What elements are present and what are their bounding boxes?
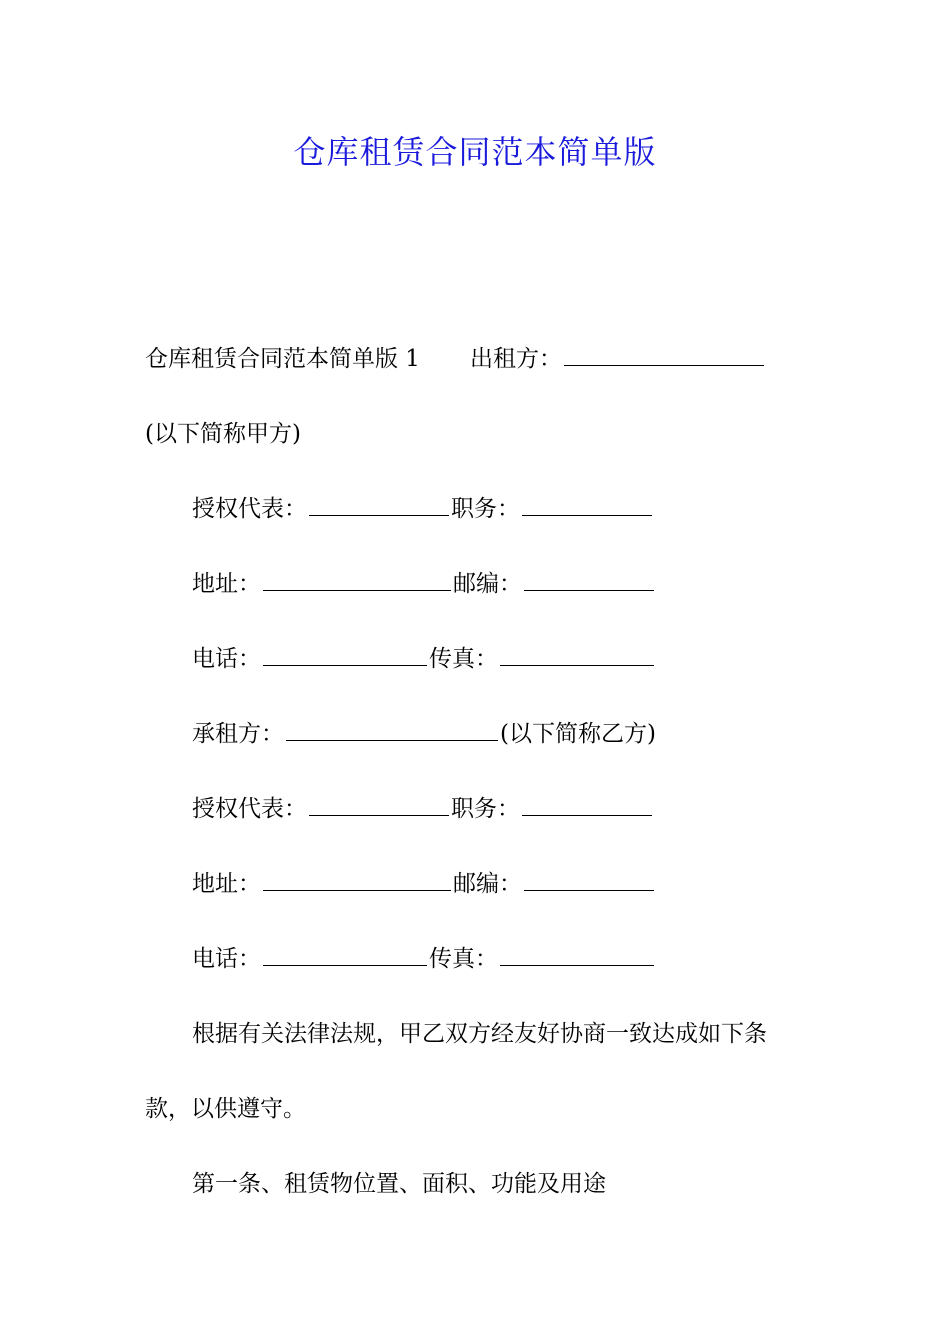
contract-heading: 仓库租赁合同范本简单版 1 <box>145 346 420 372</box>
lessee-phone-line <box>192 942 656 976</box>
heading-line <box>145 342 766 376</box>
lessee-fax-label: 传真： <box>429 946 498 972</box>
lessee-phone-label: 电话： <box>192 946 261 972</box>
article-1-heading: 第一条、租赁物位置、面积、功能及用途 <box>192 1171 606 1197</box>
lessor-phone-label: 电话： <box>192 646 261 672</box>
lessee-phone-blank <box>263 943 427 966</box>
lessor-phone-line <box>192 642 656 676</box>
lessor-zip-label: 邮编： <box>453 571 522 597</box>
lessee-name-blank <box>286 718 498 741</box>
lessor-address-line <box>192 567 656 601</box>
lessee-address-line <box>192 867 656 901</box>
document-title: 仓库租赁合同范本简单版 <box>293 133 657 171</box>
lessor-phone-blank <box>263 643 427 666</box>
lessee-address-blank <box>263 868 451 891</box>
lessee-position-label: 职务： <box>451 796 520 822</box>
lessor-rep-line <box>192 492 654 526</box>
lessee-line <box>192 717 656 751</box>
lessee-rep-line <box>192 792 654 826</box>
paragraph-line-2: 款，以供遵守。 <box>145 1096 306 1122</box>
lessor-fax-blank <box>500 643 654 666</box>
lessor-address-label: 地址： <box>192 571 261 597</box>
lessor-name-blank <box>564 343 764 366</box>
lessor-fax-label: 传真： <box>429 646 498 672</box>
lessee-zip-blank <box>524 868 654 891</box>
lessor-position-label: 职务： <box>451 496 520 522</box>
lessee-label: 承租方： <box>192 721 284 747</box>
lessor-address-blank <box>263 568 451 591</box>
lessor-position-blank <box>522 493 652 516</box>
lessor-rep-blank <box>309 493 449 516</box>
lessor-zip-blank <box>524 568 654 591</box>
paragraph-line-1: 根据有关法律法规，甲乙双方经友好协商一致达成如下条 <box>192 1021 767 1047</box>
lessor-rep-label: 授权代表： <box>192 496 307 522</box>
lessee-zip-label: 邮编： <box>453 871 522 897</box>
lessee-rep-label: 授权代表： <box>192 796 307 822</box>
lessor-note: (以下简称甲方) <box>145 421 301 447</box>
lessee-address-label: 地址： <box>192 871 261 897</box>
lessee-rep-blank <box>309 793 449 816</box>
lessor-label: 出租方： <box>469 346 562 372</box>
lessee-position-blank <box>522 793 652 816</box>
lessee-note: (以下简称乙方) <box>500 721 656 747</box>
lessee-fax-blank <box>500 943 654 966</box>
